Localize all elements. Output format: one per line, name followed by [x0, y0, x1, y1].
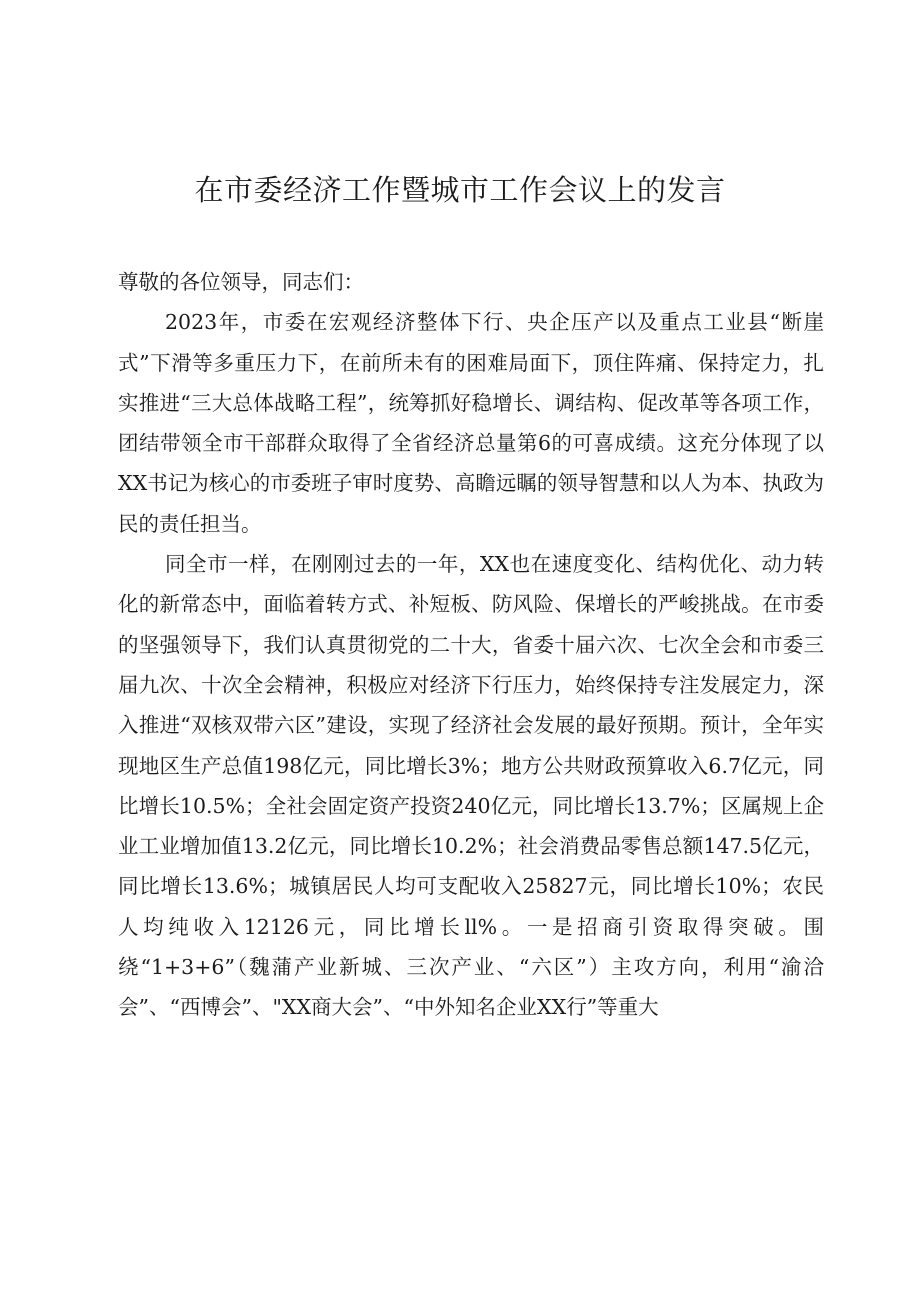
- paragraph-1: 2023年，市委在宏观经济整体下行、央企压产以及重点工业县“断崖式”下滑等多重压力下，在前所未有的困难局面下，顶住阵痛、保持定力，扎实推进“三大总体战略工程”，统筹抓好稳增长、调结构、促改革等各项工作，团结带领全市干部群众取得了全省经济总量第6的可喜成绩。这充分体现了以XX书记为核心的市委班子审时度势、高瞻远瞩的领导智慧和以人为本、执政为民的责任担当。: [118, 310, 824, 536]
- document-body: [118, 262, 824, 1028]
- document-title: 在市委经济工作暨城市工作会议上的发言: [194, 173, 726, 207]
- paragraph-2-bold-heading: 一是招商引资取得突破。: [526, 914, 804, 939]
- paragraph-2-text: 同全市一样，在刚刚过去的一年，XX也在速度变化、结构优化、动力转化的新常态中，面临着转方式、补短板、防风险、保增长的严峻挑战。在市委的坚强领导下，我们认真贯彻党的二十大，省委十届六次、七次全会和市委三届九次、十次全会精神，积极应对经济下行压力，始终保持专注发展定力，深入推进“双核双带六区”建设，实现了经济社会发展的最好预期。预计，全年实现地区生产总值198亿元，同比增长3%；地方公共财政预算收入6.7亿元，同比增长10.5%；全社会固定资产投资240亿元，同比增长13.7%；区属规上企业工业增加值13.2亿元，同比增长10.2%；社会消费品零售总额147.5亿元，同比增长13.6%；城镇居民人均可支配收入25827元，同比增长10%；农民人均纯收入12126元，同比增长ll%。: [118, 552, 824, 939]
- paragraph-2-tail: 围绕“1+3+6”（魏蒲产业新城、三次产业、“六区”）主攻方向，利用“渝洽会”、“西博会”、"XX商大会”、“中外知名企业XX行”等重大: [118, 914, 824, 1020]
- paragraph-2: [118, 544, 824, 1028]
- salutation: 尊敬的各位领导，同志们：: [118, 270, 364, 294]
